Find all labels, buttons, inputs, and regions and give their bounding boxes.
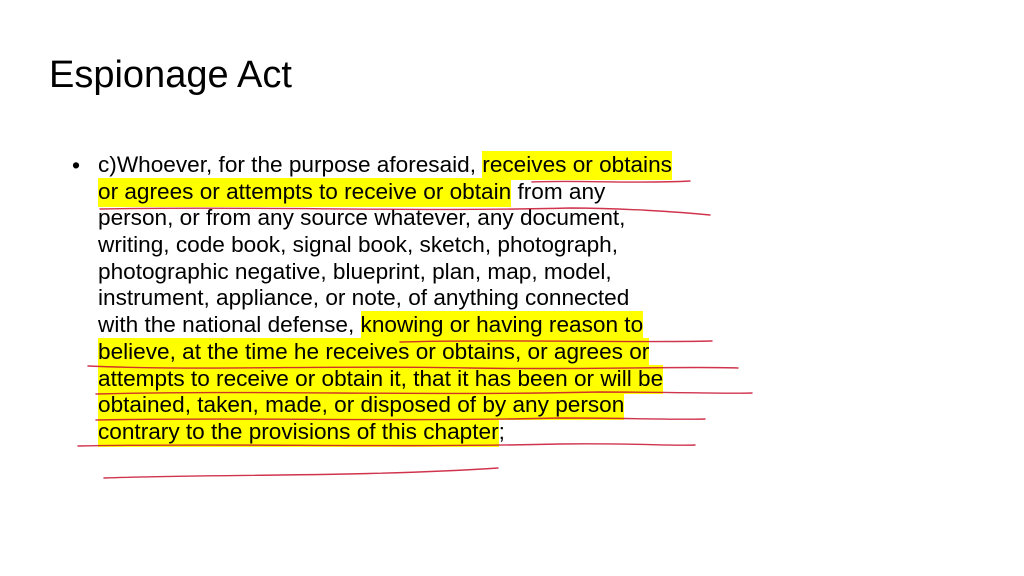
text-line <box>98 205 762 232</box>
text-line <box>98 152 762 179</box>
body-text: ; <box>498 418 505 444</box>
highlighted-text: knowing or having reason to <box>361 311 644 340</box>
text-line <box>98 392 762 419</box>
text-line <box>98 259 762 286</box>
highlighted-text: receives or obtains <box>482 151 672 180</box>
bullet-item <box>72 152 762 446</box>
body-text: instrument, appliance, or note, of anything connected <box>98 285 630 311</box>
body-text: c)Whoever, for the purpose aforesaid, <box>98 152 483 177</box>
body-text: from any <box>511 178 606 204</box>
text-line <box>98 312 762 339</box>
slide-title: Espionage Act <box>49 54 292 96</box>
bullet-dot-icon: • <box>72 152 81 178</box>
text-line <box>98 366 762 393</box>
body-text: writing, code book, signal book, sketch, photograph, <box>98 232 618 258</box>
text-line <box>98 419 762 446</box>
body-text: photographic negative, blueprint, plan, map, model, <box>98 258 612 284</box>
text-line <box>98 339 762 366</box>
highlighted-text: obtained, taken, made, or disposed of by any person <box>98 391 624 420</box>
text-line <box>98 179 762 206</box>
body-text: with the national defense, <box>98 312 361 338</box>
highlighted-text: contrary to the provisions of this chapter <box>98 418 499 447</box>
highlighted-text: believe, at the time he receives or obtains, or agrees or <box>98 338 649 367</box>
text-line <box>98 232 762 259</box>
text-line <box>98 285 762 312</box>
highlighted-text: or agrees or attempts to receive or obtain <box>98 178 511 207</box>
highlighted-text: attempts to receive or obtain it, that it has been or will be <box>98 365 663 394</box>
pen-underline <box>104 468 498 478</box>
bullet-list <box>72 152 762 446</box>
bullet-text <box>98 152 762 446</box>
body-text: person, or from any source whatever, any document, <box>98 205 626 231</box>
